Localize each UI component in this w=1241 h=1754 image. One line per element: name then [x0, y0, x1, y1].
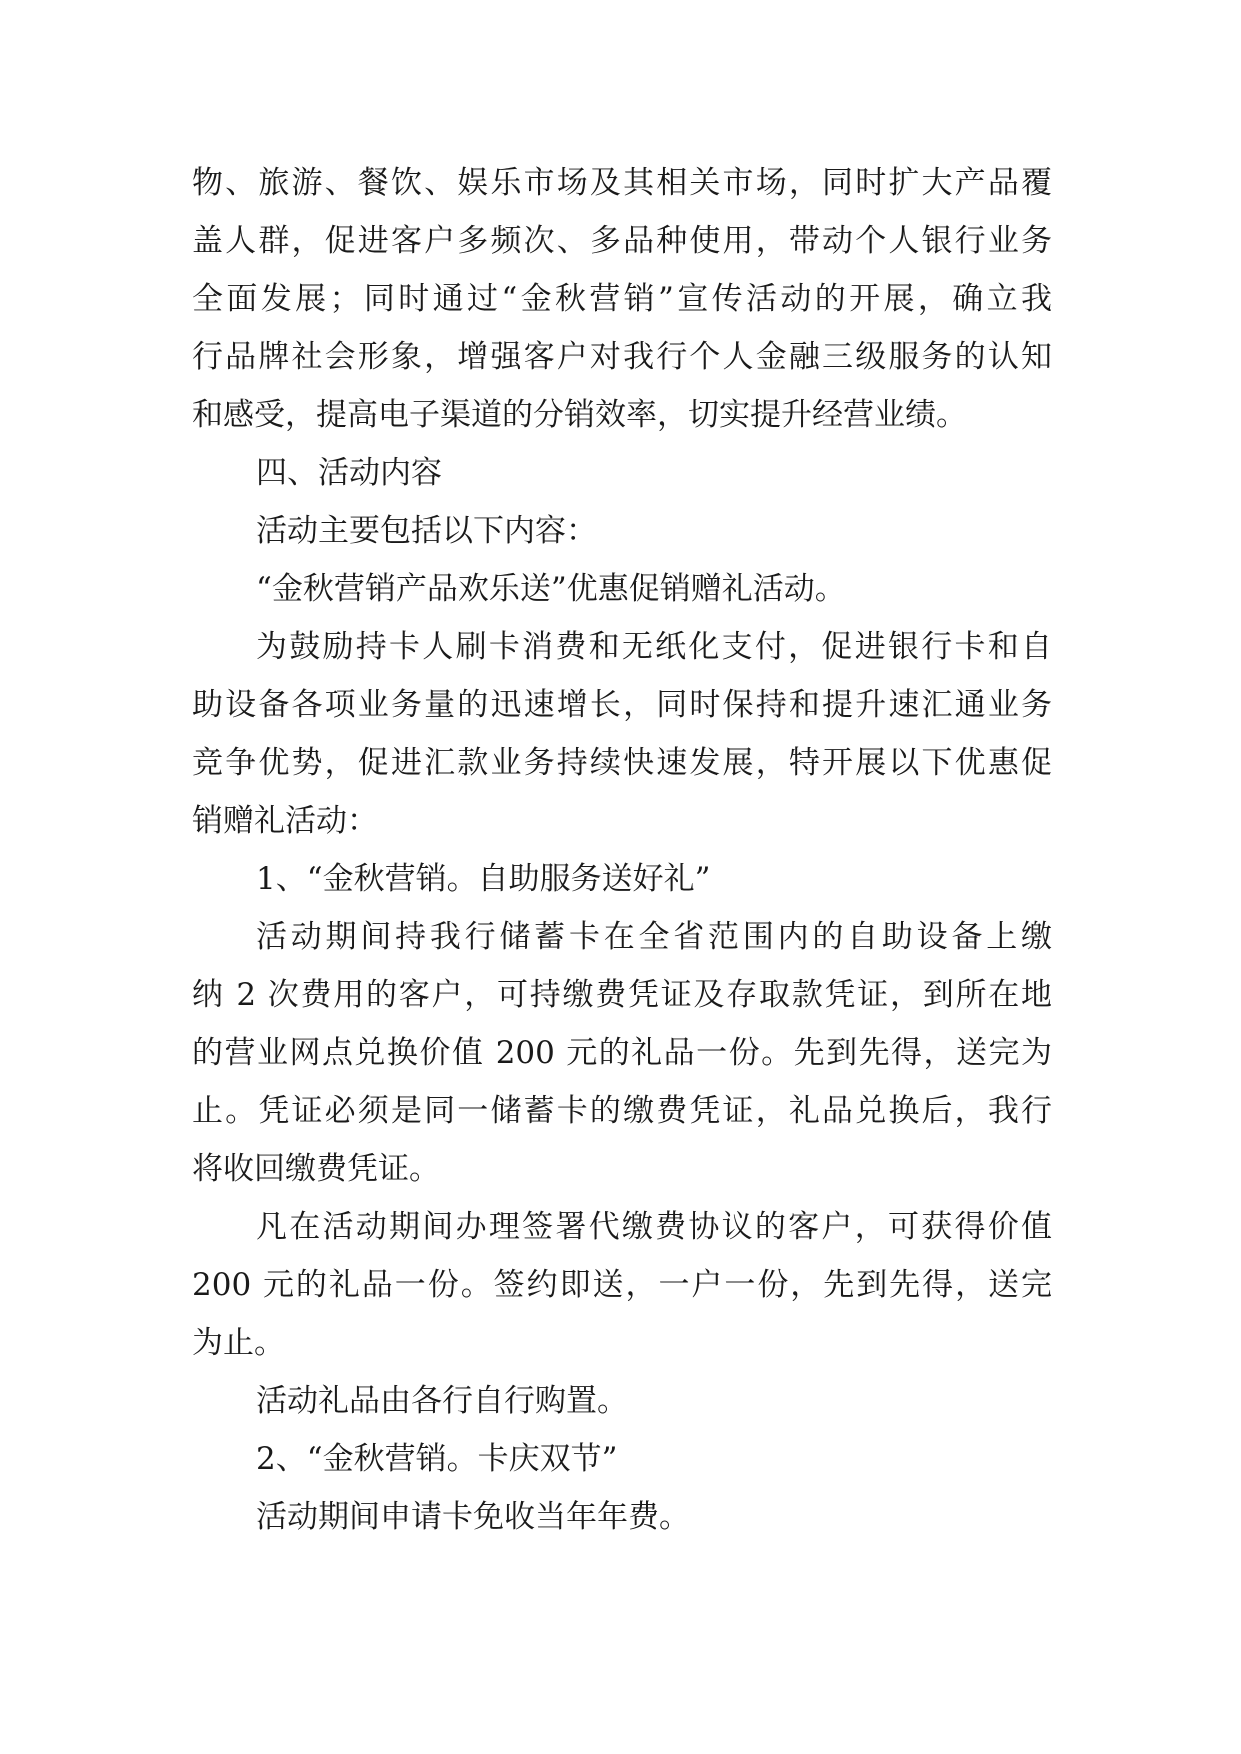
- text-line: “金秋营销产品欢乐送”优惠促销赠礼活动。: [256, 571, 846, 607]
- text-line: 凡在活动期间办理签署代缴费协议的客户，可获得价值: [256, 1209, 1052, 1245]
- text-line: 盖人群，促进客户多频次、多品种使用，带动个人银行业务: [192, 223, 1052, 259]
- text-line: 全面发展；同时通过“金秋营销”宣传活动的开展，确立我: [192, 281, 1052, 317]
- text-line: 活动期间申请卡免收当年年费。: [256, 1499, 690, 1535]
- text-line: 的营业网点兑换价值 200 元的礼品一份。先到先得，送完为: [192, 1035, 1052, 1071]
- text-line: 销赠礼活动：: [192, 803, 378, 839]
- text-line: 纳 2 次费用的客户，可持缴费凭证及存取款凭证，到所在地: [192, 977, 1052, 1013]
- document-body: [192, 154, 1052, 1546]
- text-line: 竞争优势，促进汇款业务持续快速发展，特开展以下优惠促: [192, 745, 1052, 781]
- section-heading: 四、活动内容: [256, 455, 442, 491]
- text-line: 将收回缴费凭证。: [192, 1151, 440, 1187]
- text-line: 物、旅游、餐饮、娱乐市场及其相关市场，同时扩大产品覆: [192, 165, 1052, 201]
- subsection-heading: 1、“金秋营销。自助服务送好礼”: [256, 861, 711, 897]
- text-line: 活动主要包括以下内容：: [256, 513, 597, 549]
- text-line: 活动礼品由各行自行购置。: [256, 1383, 628, 1419]
- text-line: 为鼓励持卡人刷卡消费和无纸化支付，促进银行卡和自: [256, 629, 1052, 665]
- text-line: 和感受，提高电子渠道的分销效率，切实提升经营业绩。: [192, 397, 967, 433]
- text-line: 助设备各项业务量的迅速增长，同时保持和提升速汇通业务: [192, 687, 1052, 723]
- subsection-heading: 2、“金秋营销。卡庆双节”: [256, 1441, 618, 1477]
- text-line: 行品牌社会形象，增强客户对我行个人金融三级服务的认知: [192, 339, 1052, 375]
- text-line: 为止。: [192, 1325, 285, 1361]
- text-line: 止。凭证必须是同一储蓄卡的缴费凭证，礼品兑换后，我行: [192, 1093, 1052, 1129]
- text-line: 活动期间持我行储蓄卡在全省范围内的自助设备上缴: [256, 919, 1052, 955]
- text-line: 200 元的礼品一份。签约即送，一户一份，先到先得，送完: [192, 1267, 1052, 1303]
